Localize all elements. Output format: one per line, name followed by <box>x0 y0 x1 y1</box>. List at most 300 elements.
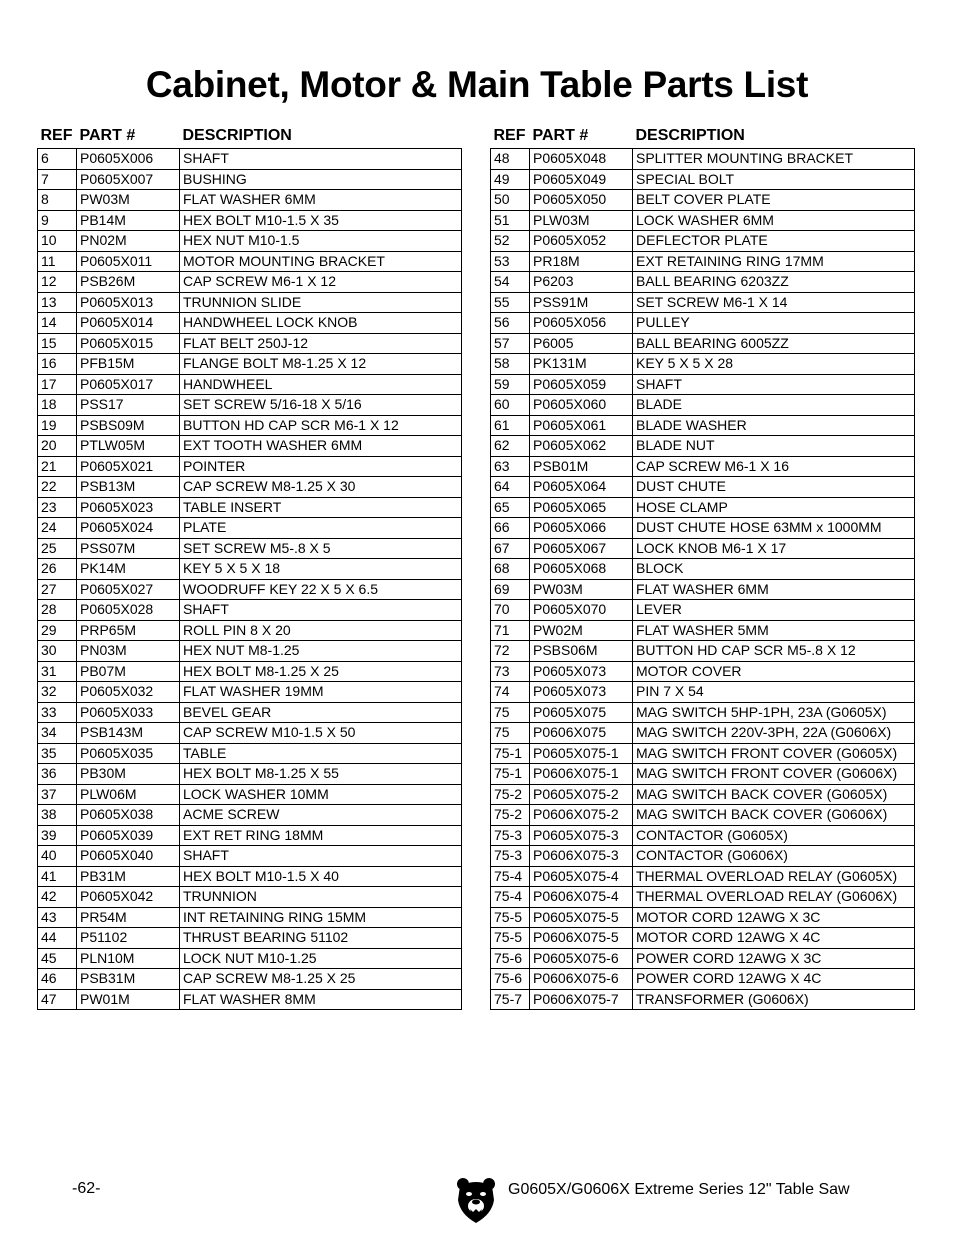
description-cell: SHAFT <box>633 374 915 395</box>
description-cell: FLAT WASHER 6MM <box>633 579 915 600</box>
table-row <box>38 190 462 211</box>
table-row <box>38 743 462 764</box>
part-number-cell: P0606X075-4 <box>530 887 633 908</box>
table-row <box>38 415 462 436</box>
ref-cell: 73 <box>491 661 530 682</box>
ref-cell: 12 <box>38 272 77 293</box>
part-number-cell: P6203 <box>530 272 633 293</box>
description-cell: BUSHING <box>180 169 462 190</box>
part-number-cell: P0606X075-3 <box>530 846 633 867</box>
table-row <box>38 907 462 928</box>
description-cell: SET SCREW M6-1 X 14 <box>633 292 915 313</box>
description-cell: FLAT WASHER 8MM <box>180 989 462 1010</box>
table-row <box>38 928 462 949</box>
ref-cell: 75 <box>491 702 530 723</box>
ref-cell: 21 <box>38 456 77 477</box>
ref-cell: 75-7 <box>491 989 530 1010</box>
ref-cell: 9 <box>38 210 77 231</box>
description-cell: FLAT WASHER 6MM <box>180 190 462 211</box>
ref-cell: 75-4 <box>491 866 530 887</box>
table-row <box>491 456 915 477</box>
part-number-cell: PSS91M <box>530 292 633 313</box>
table-header-row <box>38 124 462 149</box>
part-number-cell: P0605X033 <box>77 702 180 723</box>
part-number-cell: PSBS09M <box>77 415 180 436</box>
header-part: PART # <box>532 127 589 144</box>
table-row <box>38 374 462 395</box>
table-row <box>491 723 915 744</box>
table-row <box>491 292 915 313</box>
table-row <box>38 313 462 334</box>
table-row <box>38 538 462 559</box>
part-number-cell: PW03M <box>530 579 633 600</box>
ref-cell: 33 <box>38 702 77 723</box>
table-row <box>38 620 462 641</box>
description-cell: CONTACTOR (G0605X) <box>633 825 915 846</box>
ref-cell: 44 <box>38 928 77 949</box>
part-number-cell: P0605X011 <box>77 251 180 272</box>
table-row <box>38 272 462 293</box>
description-cell: HEX BOLT M10-1.5 X 40 <box>180 866 462 887</box>
part-number-cell: P0605X066 <box>530 518 633 539</box>
ref-cell: 70 <box>491 600 530 621</box>
part-number-cell: P0605X032 <box>77 682 180 703</box>
ref-cell: 25 <box>38 538 77 559</box>
table-row <box>491 989 915 1010</box>
table-row <box>38 989 462 1010</box>
description-cell: TABLE <box>180 743 462 764</box>
table-row <box>38 641 462 662</box>
ref-cell: 53 <box>491 251 530 272</box>
description-cell: HEX BOLT M10-1.5 X 35 <box>180 210 462 231</box>
description-cell: THRUST BEARING 51102 <box>180 928 462 949</box>
description-cell: TABLE INSERT <box>180 497 462 518</box>
parts-table-right <box>490 124 915 1010</box>
ref-cell: 52 <box>491 231 530 252</box>
part-number-cell: P0605X075-1 <box>530 743 633 764</box>
description-cell: EXT TOOTH WASHER 6MM <box>180 436 462 457</box>
description-cell: MAG SWITCH BACK COVER (G0605X) <box>633 784 915 805</box>
ref-cell: 67 <box>491 538 530 559</box>
table-row <box>38 333 462 354</box>
table-row <box>38 231 462 252</box>
description-cell: KEY 5 X 5 X 28 <box>633 354 915 375</box>
part-number-cell: PLW06M <box>77 784 180 805</box>
table-row <box>491 477 915 498</box>
ref-cell: 31 <box>38 661 77 682</box>
description-cell: DEFLECTOR PLATE <box>633 231 915 252</box>
ref-cell: 24 <box>38 518 77 539</box>
ref-cell: 35 <box>38 743 77 764</box>
table-row <box>491 702 915 723</box>
ref-cell: 58 <box>491 354 530 375</box>
part-number-cell: PW02M <box>530 620 633 641</box>
table-row <box>38 292 462 313</box>
description-cell: HANDWHEEL LOCK KNOB <box>180 313 462 334</box>
table-row <box>491 251 915 272</box>
description-cell: CAP SCREW M8-1.25 X 25 <box>180 969 462 990</box>
table-row <box>491 436 915 457</box>
ref-cell: 18 <box>38 395 77 416</box>
description-cell: PLATE <box>180 518 462 539</box>
part-number-cell: P0605X014 <box>77 313 180 334</box>
ref-cell: 42 <box>38 887 77 908</box>
page-number: -62- <box>72 1180 101 1197</box>
table-row <box>491 518 915 539</box>
description-cell: KEY 5 X 5 X 18 <box>180 559 462 580</box>
table-row <box>38 661 462 682</box>
part-number-cell: PSS17 <box>77 395 180 416</box>
table-row <box>38 887 462 908</box>
ref-cell: 75-2 <box>491 805 530 826</box>
table-row <box>38 579 462 600</box>
part-number-cell: P0605X052 <box>530 231 633 252</box>
description-cell: POWER CORD 12AWG X 4C <box>633 969 915 990</box>
ref-cell: 10 <box>38 231 77 252</box>
table-row <box>491 272 915 293</box>
part-number-cell: P0605X067 <box>530 538 633 559</box>
part-number-cell: PB07M <box>77 661 180 682</box>
ref-cell: 55 <box>491 292 530 313</box>
bear-head-logo-icon <box>456 1176 496 1224</box>
ref-cell: 68 <box>491 559 530 580</box>
description-cell: THERMAL OVERLOAD RELAY (G0606X) <box>633 887 915 908</box>
part-number-cell: PSB13M <box>77 477 180 498</box>
table-row <box>38 682 462 703</box>
part-number-cell: P0605X075-5 <box>530 907 633 928</box>
table-row <box>491 682 915 703</box>
part-number-cell: PLW03M <box>530 210 633 231</box>
description-cell: BLADE WASHER <box>633 415 915 436</box>
part-number-cell: PTLW05M <box>77 436 180 457</box>
table-row <box>491 846 915 867</box>
part-number-cell: P0605X075 <box>530 702 633 723</box>
description-cell: LOCK WASHER 10MM <box>180 784 462 805</box>
table-row <box>491 579 915 600</box>
description-cell: POINTER <box>180 456 462 477</box>
description-cell: WOODRUFF KEY 22 X 5 X 6.5 <box>180 579 462 600</box>
ref-cell: 20 <box>38 436 77 457</box>
ref-cell: 28 <box>38 600 77 621</box>
part-number-cell: PSB143M <box>77 723 180 744</box>
table-row <box>38 784 462 805</box>
part-number-cell: PB30M <box>77 764 180 785</box>
description-cell: MAG SWITCH 220V-3PH, 22A (G0606X) <box>633 723 915 744</box>
description-cell: MAG SWITCH FRONT COVER (G0606X) <box>633 764 915 785</box>
part-number-cell: PB31M <box>77 866 180 887</box>
part-number-cell: PK131M <box>530 354 633 375</box>
table-row <box>491 395 915 416</box>
ref-cell: 75-2 <box>491 784 530 805</box>
ref-cell: 23 <box>38 497 77 518</box>
table-row <box>491 764 915 785</box>
table-row <box>491 231 915 252</box>
table-row <box>38 169 462 190</box>
ref-cell: 75-6 <box>491 948 530 969</box>
ref-cell: 63 <box>491 456 530 477</box>
description-cell: HOSE CLAMP <box>633 497 915 518</box>
description-cell: ACME SCREW <box>180 805 462 826</box>
description-cell: MAG SWITCH FRONT COVER (G0605X) <box>633 743 915 764</box>
part-number-cell: PSB01M <box>530 456 633 477</box>
ref-cell: 75-1 <box>491 743 530 764</box>
part-number-cell: P51102 <box>77 928 180 949</box>
part-number-cell: P0605X023 <box>77 497 180 518</box>
part-number-cell: PR18M <box>530 251 633 272</box>
header-description: DESCRIPTION <box>182 127 292 144</box>
table-row <box>38 395 462 416</box>
description-cell: BALL BEARING 6203ZZ <box>633 272 915 293</box>
table-row <box>38 456 462 477</box>
ref-cell: 45 <box>38 948 77 969</box>
part-number-cell: PSB31M <box>77 969 180 990</box>
table-row <box>38 600 462 621</box>
part-number-cell: P0605X040 <box>77 846 180 867</box>
ref-cell: 16 <box>38 354 77 375</box>
description-cell: BELT COVER PLATE <box>633 190 915 211</box>
description-cell: SHAFT <box>180 149 462 170</box>
description-cell: TRANSFORMER (G0606X) <box>633 989 915 1010</box>
ref-cell: 38 <box>38 805 77 826</box>
part-number-cell: P0606X075-2 <box>530 805 633 826</box>
ref-cell: 37 <box>38 784 77 805</box>
part-number-cell: P0605X028 <box>77 600 180 621</box>
table-row <box>38 948 462 969</box>
ref-cell: 60 <box>491 395 530 416</box>
part-number-cell: P0605X061 <box>530 415 633 436</box>
part-number-cell: P0605X007 <box>77 169 180 190</box>
part-number-cell: P0606X075 <box>530 723 633 744</box>
table-row <box>38 846 462 867</box>
description-cell: HEX NUT M10-1.5 <box>180 231 462 252</box>
description-cell: LOCK NUT M10-1.25 <box>180 948 462 969</box>
ref-cell: 75-6 <box>491 969 530 990</box>
description-cell: FLAT WASHER 19MM <box>180 682 462 703</box>
ref-cell: 14 <box>38 313 77 334</box>
ref-cell: 57 <box>491 333 530 354</box>
part-number-cell: P0605X042 <box>77 887 180 908</box>
ref-cell: 65 <box>491 497 530 518</box>
header-ref: REF <box>493 127 526 144</box>
table-row <box>491 169 915 190</box>
description-cell: LEVER <box>633 600 915 621</box>
table-row <box>491 600 915 621</box>
ref-cell: 34 <box>38 723 77 744</box>
part-number-cell: P0605X050 <box>530 190 633 211</box>
part-number-cell: P0605X006 <box>77 149 180 170</box>
table-row <box>38 825 462 846</box>
ref-cell: 39 <box>38 825 77 846</box>
part-number-cell: P0605X068 <box>530 559 633 580</box>
description-cell: THERMAL OVERLOAD RELAY (G0605X) <box>633 866 915 887</box>
table-row <box>491 559 915 580</box>
table-row <box>38 436 462 457</box>
table-row <box>491 928 915 949</box>
ref-cell: 50 <box>491 190 530 211</box>
description-cell: PIN 7 X 54 <box>633 682 915 703</box>
ref-cell: 61 <box>491 415 530 436</box>
table-row <box>491 190 915 211</box>
table-row <box>38 764 462 785</box>
description-cell: FLAT BELT 250J-12 <box>180 333 462 354</box>
description-cell: FLANGE BOLT M8-1.25 X 12 <box>180 354 462 375</box>
description-cell: DUST CHUTE <box>633 477 915 498</box>
part-number-cell: P0605X048 <box>530 149 633 170</box>
description-cell: CAP SCREW M8-1.25 X 30 <box>180 477 462 498</box>
description-cell: FLAT WASHER 5MM <box>633 620 915 641</box>
header-description: DESCRIPTION <box>635 127 745 144</box>
ref-cell: 75-4 <box>491 887 530 908</box>
ref-cell: 47 <box>38 989 77 1010</box>
part-number-cell: PFB15M <box>77 354 180 375</box>
description-cell: BUTTON HD CAP SCR M5-.8 X 12 <box>633 641 915 662</box>
table-row <box>491 415 915 436</box>
description-cell: CONTACTOR (G0606X) <box>633 846 915 867</box>
ref-cell: 75-5 <box>491 928 530 949</box>
part-number-cell: P0605X027 <box>77 579 180 600</box>
part-number-cell: PSB26M <box>77 272 180 293</box>
table-row <box>491 210 915 231</box>
part-number-cell: PRP65M <box>77 620 180 641</box>
part-number-cell: P0606X075-1 <box>530 764 633 785</box>
table-row <box>491 313 915 334</box>
ref-cell: 48 <box>491 149 530 170</box>
description-cell: MAG SWITCH BACK COVER (G0606X) <box>633 805 915 826</box>
ref-cell: 56 <box>491 313 530 334</box>
description-cell: SHAFT <box>180 846 462 867</box>
part-number-cell: P0605X062 <box>530 436 633 457</box>
table-row <box>491 538 915 559</box>
ref-cell: 19 <box>38 415 77 436</box>
part-number-cell: P0605X056 <box>530 313 633 334</box>
part-number-cell: P0606X075-5 <box>530 928 633 949</box>
table-row <box>38 518 462 539</box>
ref-cell: 8 <box>38 190 77 211</box>
ref-cell: 64 <box>491 477 530 498</box>
table-row <box>38 477 462 498</box>
description-cell: TRUNNION <box>180 887 462 908</box>
description-cell: SHAFT <box>180 600 462 621</box>
table-header-row <box>491 124 915 149</box>
part-number-cell: P0606X075-6 <box>530 969 633 990</box>
header-ref: REF <box>40 127 73 144</box>
description-cell: BEVEL GEAR <box>180 702 462 723</box>
description-cell: EXT RET RING 18MM <box>180 825 462 846</box>
part-number-cell: PR54M <box>77 907 180 928</box>
part-number-cell: PLN10M <box>77 948 180 969</box>
description-cell: EXT RETAINING RING 17MM <box>633 251 915 272</box>
header-part: PART # <box>79 127 136 144</box>
description-cell: LOCK KNOB M6-1 X 17 <box>633 538 915 559</box>
ref-cell: 27 <box>38 579 77 600</box>
part-number-cell: P0605X059 <box>530 374 633 395</box>
part-number-cell: P0606X075-7 <box>530 989 633 1010</box>
table-row <box>491 784 915 805</box>
ref-cell: 72 <box>491 641 530 662</box>
part-number-cell: PSS07M <box>77 538 180 559</box>
table-row <box>491 354 915 375</box>
table-row <box>491 743 915 764</box>
ref-cell: 75-3 <box>491 846 530 867</box>
description-cell: MOTOR MOUNTING BRACKET <box>180 251 462 272</box>
part-number-cell: PW03M <box>77 190 180 211</box>
part-number-cell: P0605X064 <box>530 477 633 498</box>
ref-cell: 11 <box>38 251 77 272</box>
part-number-cell: P0605X075-6 <box>530 948 633 969</box>
ref-cell: 71 <box>491 620 530 641</box>
ref-cell: 75-1 <box>491 764 530 785</box>
ref-cell: 32 <box>38 682 77 703</box>
ref-cell: 7 <box>38 169 77 190</box>
table-row <box>491 907 915 928</box>
table-row <box>491 497 915 518</box>
ref-cell: 30 <box>38 641 77 662</box>
ref-cell: 40 <box>38 846 77 867</box>
part-number-cell: P0605X073 <box>530 682 633 703</box>
ref-cell: 69 <box>491 579 530 600</box>
part-number-cell: P0605X060 <box>530 395 633 416</box>
table-row <box>491 661 915 682</box>
ref-cell: 54 <box>491 272 530 293</box>
description-cell: MAG SWITCH 5HP-1PH, 23A (G0605X) <box>633 702 915 723</box>
part-number-cell: P0605X075-3 <box>530 825 633 846</box>
table-row <box>491 641 915 662</box>
description-cell: BLADE NUT <box>633 436 915 457</box>
table-row <box>38 210 462 231</box>
ref-cell: 36 <box>38 764 77 785</box>
description-cell: BUTTON HD CAP SCR M6-1 X 12 <box>180 415 462 436</box>
part-number-cell: P0605X038 <box>77 805 180 826</box>
ref-cell: 74 <box>491 682 530 703</box>
table-row <box>38 866 462 887</box>
description-cell: LOCK WASHER 6MM <box>633 210 915 231</box>
table-row <box>38 354 462 375</box>
table-row <box>491 333 915 354</box>
table-row <box>491 825 915 846</box>
table-row <box>491 149 915 170</box>
description-cell: MOTOR CORD 12AWG X 4C <box>633 928 915 949</box>
description-cell: SET SCREW 5/16-18 X 5/16 <box>180 395 462 416</box>
ref-cell: 41 <box>38 866 77 887</box>
part-number-cell: PK14M <box>77 559 180 580</box>
part-number-cell: P6005 <box>530 333 633 354</box>
document-title: G0605X/G0606X Extreme Series 12" Table Saw <box>508 1181 850 1198</box>
description-cell: BLADE <box>633 395 915 416</box>
table-row <box>38 251 462 272</box>
table-row <box>491 374 915 395</box>
table-row <box>38 559 462 580</box>
ref-cell: 6 <box>38 149 77 170</box>
ref-cell: 22 <box>38 477 77 498</box>
part-number-cell: P0605X021 <box>77 456 180 477</box>
table-row <box>38 149 462 170</box>
table-row <box>491 805 915 826</box>
part-number-cell: PN02M <box>77 231 180 252</box>
description-cell: PULLEY <box>633 313 915 334</box>
table-row <box>491 866 915 887</box>
description-cell: CAP SCREW M10-1.5 X 50 <box>180 723 462 744</box>
description-cell: CAP SCREW M6-1 X 16 <box>633 456 915 477</box>
ref-cell: 75-5 <box>491 907 530 928</box>
ref-cell: 15 <box>38 333 77 354</box>
ref-cell: 51 <box>491 210 530 231</box>
table-row <box>38 969 462 990</box>
description-cell: SPLITTER MOUNTING BRACKET <box>633 149 915 170</box>
ref-cell: 75-3 <box>491 825 530 846</box>
description-cell: BLOCK <box>633 559 915 580</box>
description-cell: HEX BOLT M8-1.25 X 55 <box>180 764 462 785</box>
table-row <box>38 702 462 723</box>
